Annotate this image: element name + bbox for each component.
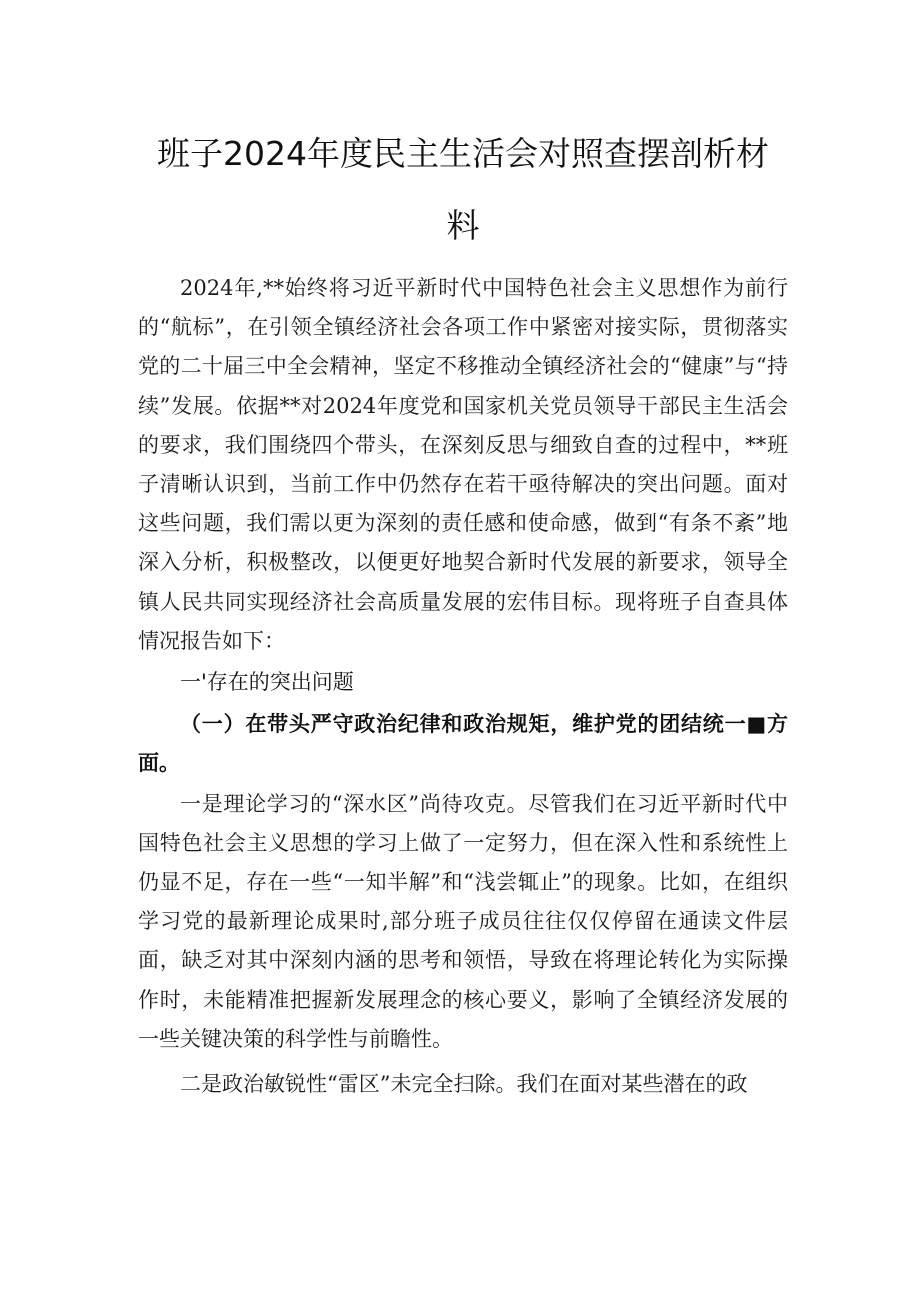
title-line-2: 料 — [446, 206, 480, 245]
document-page — [138, 0, 788, 1104]
title-line-1: 班子2024年度民主生活会对照查摆剖析材 — [157, 134, 769, 173]
document-title — [138, 0, 788, 262]
paragraph-theory-study: 一是理论学习的“深水区”尚待攻克。尽管我们在习近平新时代中国特色社会主义思想的学习上做了一定努力，但在深入性和系统性上仍显不足，存在一些“一知半解”和“浅尝辄止”的现象。比如，在组织学习党的最新理论成果时,部分班子成员往往仅仅停留在通读文件层面，缺乏对其中深刻内涵的思考和领悟，导致在将理论转化为实际操作时，未能精准把握新发展理念的核心要义，影响了全镇经济发展的一些关键决策的科学性与前瞻性。 — [138, 791, 788, 1051]
subsection-heading-political-discipline: （一）在带头严守政治纪律和政治规矩，维护党的团结统一■方面。 — [138, 711, 788, 776]
section-heading-problems: 一'存在的突出问题 — [180, 670, 354, 695]
paragraph-political-sensitivity: 二是政治敏锐性“雷区”未完全扫除。我们在面对某些潜在的政 — [180, 1072, 748, 1097]
document-body — [138, 269, 788, 1104]
intro-paragraph: 2024年,**始终将习近平新时代中国特色社会主义思想作为前行的“航标”，在引领全镇经济社会各项工作中紧密对接实际，贯彻落实党的二十届三中全会精神，坚定不移推动全镇经济社会的“健康”与“持续”发展。依据**对2024年度党和国家机关党员领导干部民主生活会的要求，我们围绕四个带头，在深刻反思与细致自查的过程中，**班子清晰认识到，当前工作中仍然存在若干亟待解决的突出问题。面对这些问题，我们需以更为深刻的责任感和使命感，做到“有条不紊”地深入分析，积极整改，以便更好地契合新时代发展的新要求，领导全镇人民共同实现经济社会高质量发展的宏伟目标。现将班子自查具体情况报告如下： — [138, 276, 788, 653]
